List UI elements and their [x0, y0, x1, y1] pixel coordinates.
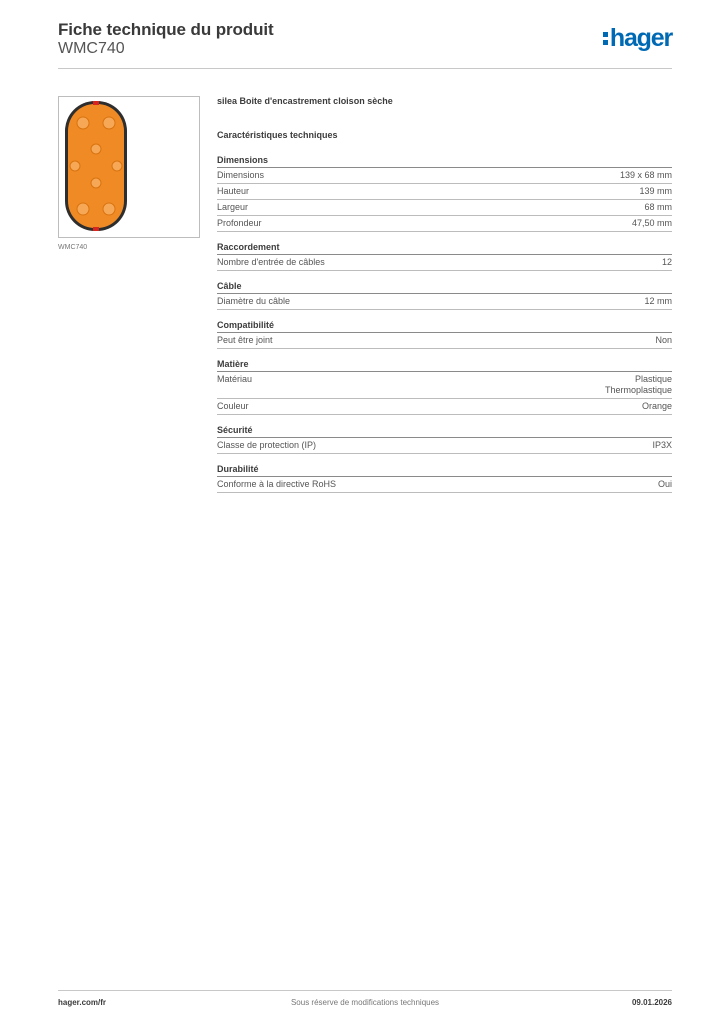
- product-reference: WMC740: [58, 40, 125, 57]
- spec-row: [217, 294, 672, 310]
- section-title: Raccordement: [217, 241, 672, 255]
- spec-label: Hauteur: [217, 186, 250, 196]
- logo-text: hager: [609, 24, 672, 52]
- product-image: [59, 97, 199, 237]
- page-header: [58, 20, 672, 70]
- section-cable: [217, 280, 672, 310]
- spec-value: 139 mm: [639, 186, 672, 196]
- section-matiere: [217, 358, 672, 415]
- spec-row: [217, 200, 672, 216]
- spec-label: Matériau: [217, 374, 253, 384]
- page-footer: [58, 998, 672, 1012]
- spec-value: 12: [661, 257, 672, 267]
- section-dimensions: [217, 154, 672, 232]
- knockout-hole: [70, 161, 80, 171]
- footer-divider: [58, 990, 672, 991]
- hager-logo[interactable]: [603, 26, 672, 51]
- spec-value: Non: [655, 335, 672, 345]
- logo-dots-icon: [603, 32, 608, 48]
- spec-label: Classe de protection (IP): [217, 440, 317, 450]
- section-title: Dimensions: [217, 154, 672, 168]
- spec-value: Plastique: [634, 374, 672, 384]
- spec-content: [217, 94, 672, 502]
- spec-label: Diamètre du câble: [217, 296, 291, 306]
- spec-row: [217, 255, 672, 271]
- spec-value: IP3X: [652, 440, 672, 450]
- website-link[interactable]: hager.com/fr: [58, 998, 107, 1007]
- spec-label: Nombre d'entrée de câbles: [217, 257, 325, 267]
- knockout-hole: [103, 203, 115, 215]
- spec-row: [217, 372, 672, 399]
- knockout-hole: [77, 117, 89, 129]
- spec-row: [217, 399, 672, 415]
- knockout-hole: [77, 203, 89, 215]
- section-raccordement: [217, 241, 672, 271]
- spec-row: [217, 333, 672, 349]
- spec-value: Thermoplastique: [604, 385, 672, 395]
- spec-value: Orange: [641, 401, 672, 411]
- header-divider: [58, 68, 672, 69]
- section-title: Matière: [217, 358, 672, 372]
- knockout-hole: [103, 117, 115, 129]
- characteristics-title: Caractéristiques techniques: [217, 130, 338, 140]
- section-durabilite: [217, 463, 672, 493]
- section-title: Câble: [217, 280, 672, 294]
- footer-notice: Sous réserve de modifications techniques: [290, 998, 440, 1007]
- section-title: Compatibilité: [217, 319, 672, 333]
- spec-row: [217, 168, 672, 184]
- spec-label: Dimensions: [217, 170, 265, 180]
- spec-label: Conforme à la directive RoHS: [217, 479, 337, 489]
- spec-label: Profondeur: [217, 218, 262, 228]
- section-title: Sécurité: [217, 424, 672, 438]
- section-compatibilite: [217, 319, 672, 349]
- top-clip: [93, 101, 99, 105]
- document-title: Fiche technique du produit: [58, 20, 274, 39]
- knockout-hole: [112, 161, 122, 171]
- section-securite: [217, 424, 672, 454]
- spec-value: 47,50 mm: [631, 218, 672, 228]
- spec-value: 68 mm: [644, 202, 672, 212]
- image-caption: WMC740: [58, 244, 88, 251]
- spec-row: [217, 477, 672, 493]
- spec-row: [217, 216, 672, 232]
- spec-label: Couleur: [217, 401, 249, 411]
- spec-row: [217, 184, 672, 200]
- spec-row: [217, 438, 672, 454]
- product-image-frame: [58, 96, 200, 238]
- spec-value: Oui: [657, 479, 672, 489]
- spec-value: 12 mm: [644, 296, 672, 306]
- section-title: Durabilité: [217, 463, 672, 477]
- knockout-hole: [91, 178, 101, 188]
- spec-label: Peut être joint: [217, 335, 273, 345]
- spec-value: 139 x 68 mm: [619, 170, 672, 180]
- product-name: silea Boite d'encastrement cloison sèche: [217, 96, 393, 106]
- bottom-clip: [93, 227, 99, 231]
- knockout-hole: [91, 144, 101, 154]
- spec-value-group: [605, 374, 672, 396]
- spec-label: Largeur: [217, 202, 249, 212]
- footer-date: 09.01.2026: [631, 998, 672, 1007]
